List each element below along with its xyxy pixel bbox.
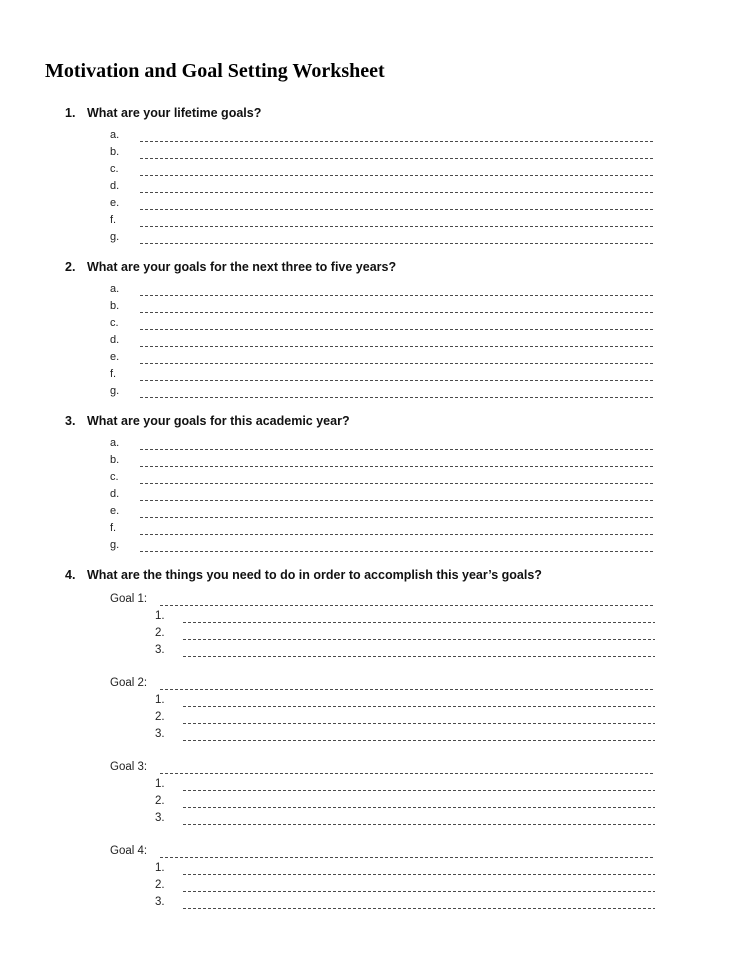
goal-line <box>110 587 655 606</box>
answer-line <box>110 279 655 296</box>
goal-label: Goal 2: <box>110 677 148 689</box>
line-letter: c. <box>110 163 119 175</box>
blank-line <box>140 317 655 330</box>
blank-line <box>183 694 655 707</box>
question-text: What are the things you need to do in order to accomplish this year’s goals? <box>87 568 542 582</box>
answer-line <box>110 347 655 364</box>
item-number: 1. <box>155 610 165 622</box>
blank-line <box>183 795 655 808</box>
goal-item-line <box>155 606 655 623</box>
question-number: 2. <box>65 260 76 274</box>
goal-line <box>110 839 655 858</box>
question-text: What are your goals for the next three to five years? <box>87 260 397 274</box>
goal-item-line <box>155 640 655 657</box>
question-1 <box>45 106 705 244</box>
item-number: 2. <box>155 627 165 639</box>
answer-line <box>110 330 655 347</box>
answer-line <box>110 433 655 450</box>
item-number: 1. <box>155 694 165 706</box>
blank-line <box>140 334 655 347</box>
question-2-header <box>65 260 705 275</box>
answer-line <box>110 518 655 535</box>
line-letter: e. <box>110 351 120 363</box>
line-letter: d. <box>110 488 120 500</box>
blank-line <box>183 896 655 909</box>
line-letter: e. <box>110 197 120 209</box>
answer-line <box>110 535 655 552</box>
blank-line <box>140 197 655 210</box>
goal-block-1 <box>45 587 705 657</box>
goal-item-line <box>155 791 655 808</box>
goal-item-line <box>155 724 655 741</box>
blank-line <box>160 593 655 606</box>
answer-line <box>110 364 655 381</box>
goal-item-line <box>155 707 655 724</box>
answer-line <box>110 142 655 159</box>
line-letter: f. <box>110 522 117 534</box>
answer-line <box>110 227 655 244</box>
line-letter: b. <box>110 454 120 466</box>
answer-line <box>110 484 655 501</box>
blank-line <box>140 437 655 450</box>
question-4-header <box>65 568 705 583</box>
blank-line <box>140 351 655 364</box>
line-letter: a. <box>110 283 120 295</box>
line-letter: d. <box>110 180 120 192</box>
blank-line <box>140 454 655 467</box>
line-letter: g. <box>110 385 120 397</box>
item-number: 3. <box>155 728 165 740</box>
answer-line <box>110 296 655 313</box>
question-number: 3. <box>65 414 76 428</box>
goal-label: Goal 1: <box>110 593 148 605</box>
blank-line <box>140 129 655 142</box>
item-number: 2. <box>155 711 165 723</box>
line-letter: b. <box>110 146 120 158</box>
answer-line <box>110 159 655 176</box>
blank-line <box>183 610 655 623</box>
blank-line <box>183 627 655 640</box>
blank-line <box>183 879 655 892</box>
goal-item-line <box>155 858 655 875</box>
line-letter: f. <box>110 214 117 226</box>
item-number: 1. <box>155 862 165 874</box>
question-3 <box>45 414 705 552</box>
goal-block-3 <box>45 755 705 825</box>
answer-line <box>110 381 655 398</box>
blank-line <box>140 163 655 176</box>
blank-line <box>140 214 655 227</box>
blank-line <box>140 385 655 398</box>
item-number: 3. <box>155 896 165 908</box>
blank-line <box>140 505 655 518</box>
goal-item-line <box>155 875 655 892</box>
line-letter: a. <box>110 437 120 449</box>
line-letter: d. <box>110 334 120 346</box>
line-letter: g. <box>110 231 120 243</box>
question-2 <box>45 260 705 398</box>
blank-line <box>183 862 655 875</box>
blank-line <box>160 845 655 858</box>
blank-line <box>160 761 655 774</box>
answer-line <box>110 501 655 518</box>
blank-line <box>140 522 655 535</box>
blank-line <box>140 283 655 296</box>
goal-item-line <box>155 808 655 825</box>
goal-label: Goal 3: <box>110 761 148 773</box>
blank-line <box>183 778 655 791</box>
goal-item-line <box>155 623 655 640</box>
item-number: 3. <box>155 644 165 656</box>
blank-line <box>140 488 655 501</box>
answer-line <box>110 210 655 227</box>
blank-line <box>140 539 655 552</box>
blank-line <box>140 368 655 381</box>
question-number: 4. <box>65 568 76 582</box>
question-4 <box>45 568 705 909</box>
goal-line <box>110 671 655 690</box>
answer-line <box>110 193 655 210</box>
answer-line <box>110 467 655 484</box>
goal-block-2 <box>45 671 705 741</box>
blank-line <box>183 728 655 741</box>
goal-label: Goal 4: <box>110 845 148 857</box>
line-letter: f. <box>110 368 117 380</box>
line-letter: a. <box>110 129 120 141</box>
blank-line <box>140 180 655 193</box>
line-letter: g. <box>110 539 120 551</box>
question-1-header <box>65 106 705 121</box>
blank-line <box>140 231 655 244</box>
question-text: What are your goals for this academic year? <box>87 414 350 428</box>
blank-line <box>160 677 655 690</box>
blank-line <box>140 146 655 159</box>
blank-line <box>183 644 655 657</box>
blank-line <box>140 471 655 484</box>
blank-line <box>183 711 655 724</box>
goal-block-4 <box>45 839 705 909</box>
item-number: 3. <box>155 812 165 824</box>
question-3-header <box>65 414 705 429</box>
goal-item-line <box>155 774 655 791</box>
question-text: What are your lifetime goals? <box>87 106 262 120</box>
goal-item-line <box>155 690 655 707</box>
question-number: 1. <box>65 106 76 120</box>
line-letter: e. <box>110 505 120 517</box>
item-number: 2. <box>155 795 165 807</box>
line-letter: c. <box>110 471 119 483</box>
item-number: 2. <box>155 879 165 891</box>
goal-line <box>110 755 655 774</box>
line-letter: b. <box>110 300 120 312</box>
answer-line <box>110 125 655 142</box>
page-title: Motivation and Goal Setting Worksheet <box>45 60 385 82</box>
goal-item-line <box>155 892 655 909</box>
item-number: 1. <box>155 778 165 790</box>
blank-line <box>140 300 655 313</box>
answer-line <box>110 176 655 193</box>
answer-line <box>110 313 655 330</box>
blank-line <box>183 812 655 825</box>
line-letter: c. <box>110 317 119 329</box>
answer-line <box>110 450 655 467</box>
